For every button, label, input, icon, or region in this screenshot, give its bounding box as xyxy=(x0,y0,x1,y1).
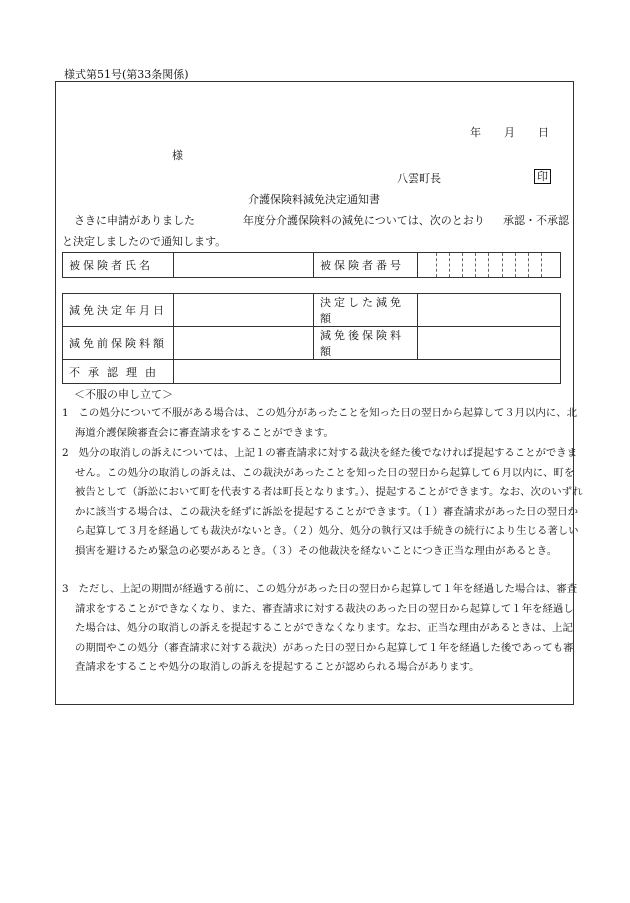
premium-before-field[interactable] xyxy=(174,327,314,360)
decision-date-label: 減免決定年月日 xyxy=(63,294,174,327)
insured-name-field[interactable] xyxy=(174,253,314,278)
rejection-reason-field[interactable] xyxy=(174,360,561,384)
issuer-name: 八雲町長 xyxy=(397,172,441,185)
decided-amount-label: 決定した減免額 xyxy=(314,294,418,327)
appeal-item-3 xyxy=(62,580,583,678)
intro-part1: さきに申請がありました xyxy=(74,214,195,227)
date-year-label: 年 xyxy=(470,126,481,139)
insured-info-table xyxy=(62,252,561,278)
intro-part2: 年度分介護保険料の減免については、次のとおり xyxy=(243,214,485,227)
premium-after-label: 減免後保険料額 xyxy=(314,327,418,360)
addressee-suffix: 様 xyxy=(172,149,183,162)
insured-number-digit-boxes xyxy=(424,253,554,277)
appeal-item-number: 1 xyxy=(62,407,69,419)
rejection-reason-label: 不承認理由 xyxy=(63,360,174,384)
appeal-item-text: 処分の取消しの訴えについては、上記１の審査請求に対する裁決を経た後でなければ提起することができません。この処分の取消しの訴えは、この裁決があったことを知った日の翌日から起算して６月以内に、町を被告として（訴訟において町を代表する者は町長となります。）、提起することができます。なお、次のいずれかに該当する場合は、この裁決を経ずに訴訟を提起することができます。（１）審査請求があった日の翌日から起算して３月を経過しても裁決がないとき。（２）処分、処分の執行又は手続きの続行により生じる著しい損害を避けるため緊急の必要があるとき。（３）その他裁決を経ないことにつき正当な理由があるとき。 xyxy=(75,447,583,557)
premium-before-label: 減免前保険料額 xyxy=(63,327,174,360)
appeal-item-text: この処分について不服がある場合は、この処分があったことを知った日の翌日から起算して３月以内に、北海道介護保険審査会に審査請求をすることができます。 xyxy=(75,407,577,439)
insured-name-label: 被保険者氏名 xyxy=(63,253,174,278)
intro-line2: と決定しましたので通知します。 xyxy=(62,235,227,248)
appeal-heading: ＜不服の申し立て＞ xyxy=(74,388,173,401)
reduction-info-table xyxy=(62,293,561,384)
appeal-item-2 xyxy=(62,444,583,561)
appeal-item-1 xyxy=(62,404,583,443)
insured-number-field[interactable] xyxy=(418,253,561,278)
appeal-item-number: 3 xyxy=(62,583,69,595)
seal-mark: 印 xyxy=(534,169,551,184)
intro-options: 承認・不承認 xyxy=(503,214,569,227)
appeal-item-number: 2 xyxy=(62,447,69,459)
premium-after-field[interactable] xyxy=(418,327,561,360)
appeal-item-text: ただし、上記の期間が経過する前に、この処分があった日の翌日から起算して１年を経過した場合は、審査請求をすることができなくなり、また、審査請求に対する裁決のあった日の翌日から起算して１年を経過した場合は、処分の取消しの訴えを提起することができなくなります。なお、正当な理由があるときは、上記の期間やこの処分（審査請求に対する裁決）があった日の翌日から起算して１年を経過した後であっても審査請求をすることや処分の取消しの訴えを提起することが認められる場合があります。 xyxy=(75,583,578,673)
document-title: 介護保険料減免決定通知書 xyxy=(248,193,380,206)
date-day-label: 日 xyxy=(538,126,549,139)
date-month-label: 月 xyxy=(504,126,515,139)
decided-amount-field[interactable] xyxy=(418,294,561,327)
insured-number-label: 被保険者番号 xyxy=(314,253,418,278)
form-number: 様式第51号(第33条関係) xyxy=(64,68,189,81)
decision-date-field[interactable] xyxy=(174,294,314,327)
